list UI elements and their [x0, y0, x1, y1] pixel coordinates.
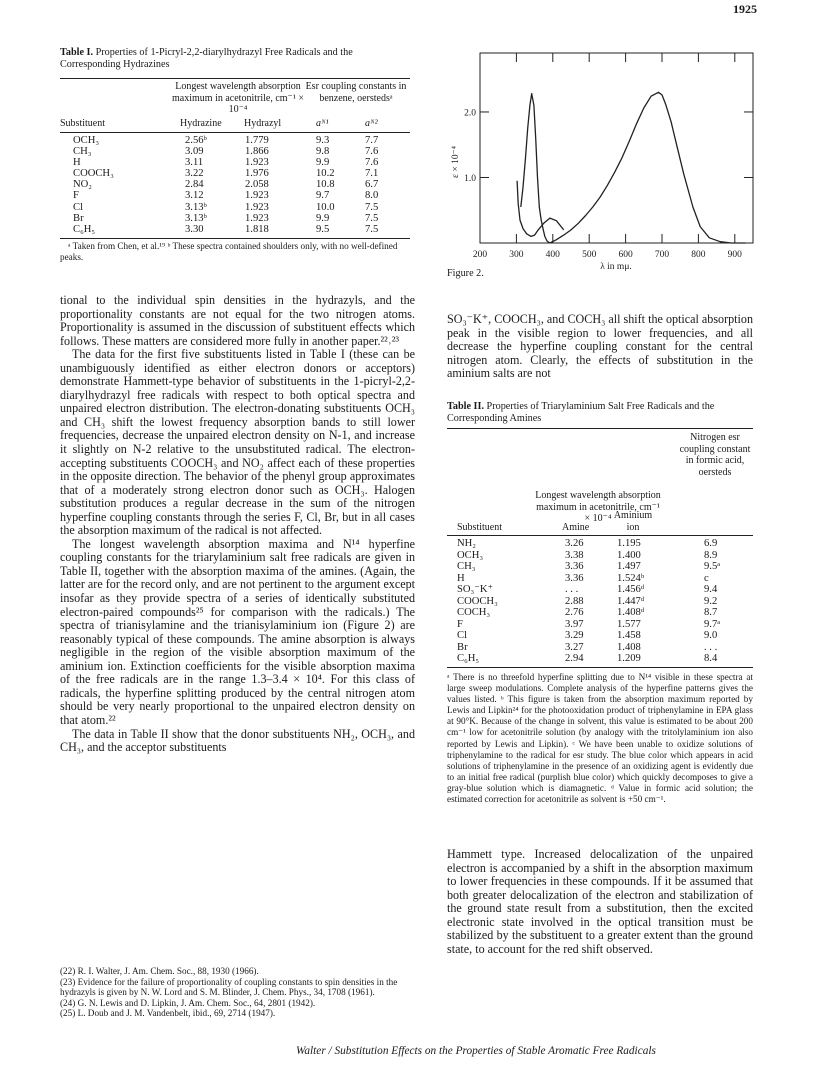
table2-aminium-values: 1.195 1.400 1.497 1.524ᵇ 1.456ᵈ 1.447ᵈ 1.408ᵈ 1.577 1.458 1.408 1.209: [617, 538, 645, 664]
x-tick-label: 500: [582, 250, 597, 260]
figure2-chart: [440, 50, 770, 280]
table1-label: Table I.: [60, 47, 94, 58]
table1-head-absorption: Longest wavelength absorption maximum in acetonitrile, cm⁻¹ × 10⁻⁴: [172, 81, 304, 115]
left-column-text: [60, 294, 415, 755]
running-footer: Walter / Substitution Effects on the Properties of Stable Aromatic Free Radicals: [296, 1045, 656, 1057]
right-paragraph-2: Hammett type. Increased delocalization of the unpaired electron is accompanied by a shift in the absorption maximum to lower frequencies in these compounds. If it be assumed that both greater delocalization of the electron and stabilization of the ground state result from a substitution, then the excited electronic state involved in the optical transition must be stabilized by the substituent to a greater extent than the ground state, to account for the red shift observed.: [447, 847, 753, 956]
x-tick-label: 300: [509, 250, 524, 260]
table2-label: Table II.: [447, 401, 484, 412]
table1-hydrazyl-values: 1.779 1.866 1.923 1.976 2.058 1.923 1.923 1.923 1.818: [245, 135, 269, 235]
right-paragraph-1: SO₃⁻K⁺, COOCH₃, and COCH₃ all shift the optical absorption peak in the visible region to lower frequencies, and all decrease the hyperfine coupling constant for the central nitrogen atom. Clearly, the effects of substitution in the aminium salts are not: [447, 312, 753, 381]
x-tick-label: 200: [472, 250, 488, 260]
reference-23: (23) Evidence for the failure of proportionality of coupling constants to spin densities in the hydrazyls is given by N. W. Lord and S. M. Blinder, J. Chem. Phys., 34, 1708 (1961).: [60, 976, 398, 997]
reference-24: (24) G. N. Lewis and D. Lipkin, J. Am. Chem. Soc., 64, 2801 (1942).: [60, 997, 316, 1008]
table1-col-hydrazine: Hydrazine: [180, 118, 222, 129]
table2-head-nitrogen: Nitrogen esr coupling constant in formic acid, oersteds: [679, 432, 751, 478]
table2-caption: [447, 401, 753, 425]
table2-head-rule: [447, 535, 753, 536]
y-tick-label: 1.0: [464, 173, 476, 184]
spectrum-curve-3: [517, 181, 564, 237]
left-paragraph-4: The data in Table II show that the donor substituents NH₂, OCH₃, and CH₃, and the acceptor substituents: [60, 726, 415, 755]
table1-substituents: OCH₃ CH₃ H COOCH₃ NO₂ F Cl Br C₆H₅: [73, 135, 114, 235]
figure2-caption: Figure 2.: [447, 268, 484, 279]
x-tick-label: 400: [545, 250, 560, 260]
table1-col-an1: aᴺ¹: [316, 118, 329, 129]
table2-col-amine: Amine: [562, 522, 590, 533]
page-number: 1925: [733, 2, 757, 16]
figure2-xlabel: λ in mμ.: [600, 262, 632, 272]
table1-bottom-rule: [60, 238, 410, 239]
table1-head-rule: [60, 132, 410, 133]
x-tick-label: 800: [691, 250, 706, 260]
table1-an1-values: 9.3 9.8 9.9 10.2 10.8 9.7 10.0 9.9 9.5: [316, 135, 335, 235]
table2-top-rule: [447, 428, 753, 429]
table1-an2-values: 7.7 7.6 7.6 7.1 6.7 8.0 7.5 7.5 7.5: [365, 135, 379, 235]
left-paragraph-3: The longest wavelength absorption maxima and N¹⁴ hyperfine coupling constants for the triarylaminium salt free radicals are given in Table II, together with the absorption maxima of the amines. (Again, the latter are for the record only, and are not pertinent to the argument except insofar as they provide spectra of a series of identically substituted electron-paired compounds²⁵ for comparison with the radicals.) The spectra of trianisylamine and the trianisylaminium ion (Figure 2) are reasonably typical of these compounds. The amine absorption is always negligible in the region of the visible absorption maximum of the aminium ion. Extinction coefficients for the visible absorption maxima of the free radicals are in the range 1.3–3.4 × 10⁴. For this class of radicals, the hyperfine splitting produced by the central nitrogen atom should be very nearly proportional to the unpaired electron density on that atom.²²: [60, 536, 415, 727]
table1-head-esr: Esr coupling constants in benzene, oerstedsᵃ: [305, 81, 407, 104]
x-tick-label: 600: [618, 250, 633, 260]
x-tick-label: 900: [727, 250, 742, 260]
reference-22: (22) R. I. Walter, J. Am. Chem. Soc., 88, 1930 (1966).: [60, 966, 259, 976]
references: [60, 966, 415, 1019]
table2-amine-values: 3.26 3.38 3.36 3.36 . . . 2.88 2.76 3.97 3.29 3.27 2.94: [565, 538, 584, 664]
table2-title: Properties of Triarylaminium Salt Free Radicals and the Corresponding Amines: [447, 401, 715, 424]
table1-col-substituent: Substituent: [60, 118, 106, 129]
table2-col-substituent: Substituent: [457, 522, 503, 533]
figure2-frame: [480, 53, 753, 243]
table2-head-absorption: Longest wavelength absorption maximum in acetonitrile, cm⁻¹ × 10⁻⁴: [535, 490, 661, 524]
table1-top-rule: [60, 78, 410, 79]
table2-substituents: NH₂ OCH₃ CH₃ H SO₃⁻K⁺ COOCH₃ COCH₃ F Cl Br C₆H₅: [457, 538, 498, 664]
table1-col-hydrazyl: Hydrazyl: [244, 118, 282, 129]
left-paragraph-1: tional to the individual spin densities in the hydrazyls, and the proportionality constants are not equal for the two nitrogen atoms. Proportionality is assumed in the discussion of substituent effects which follows. These matters are considered more fully in another paper.²²˒²³: [60, 293, 415, 348]
spectrum-curve-2: [550, 92, 746, 243]
y-tick-label: 2.0: [464, 108, 476, 119]
left-paragraph-2: The data for the first five substituents listed in Table I (these can be unambiguously identified as either electron donors or acceptors) demonstrate Hammett-type behavior of substituents in the 1-picryl-2,2-diarylhydrazyl free radicals with respect to both optical spectra and unpaired electron distribution. The electron-donating substituents OCH₃ and CH₃ shift the lowest frequency absorption bands to still lower frequencies, decrease the unpaired electron density on N-1, and increase it slightly on N-2 relative to the unsubstituted radical. The electron-accepting substituents COOCH₃ and NO₂ affect each of these properties in the opposite direction. The behavior of the phenyl group approximates that of a moderately strong electron donor such as OCH₃. Halogen substitution produces a regular decrease in the sum of the nitrogen hyperfine coupling constants through the series F, Cl, Br, but in all cases the absorption maximum of the radical is not affected.: [60, 347, 415, 538]
table2-nitrogen-values: 6.9 8.9 9.5ᵃ c 9.4 9.2 8.7 9.7ᵃ 9.0 . . . 8.4: [704, 538, 721, 664]
table2-col-aminium: Aminium ion: [613, 510, 653, 533]
reference-25: (25) L. Doub and J. M. Vandenbelt, ibid., 69, 2714 (1947).: [60, 1008, 276, 1018]
table1-footnote: ᵃ Taken from Chen, et al.¹⁹ ᵇ These spectra contained shoulders only, with no well-defined peaks.: [60, 241, 398, 262]
spectrum-curve-1: [521, 94, 550, 243]
table1-hydrazine-values: 2.56ᵇ 3.09 3.11 3.22 2.84 3.12 3.13ᵇ 3.13ᵇ 3.30: [185, 135, 207, 235]
table1-caption: [60, 47, 405, 71]
table1-col-an2: aᴺ²: [365, 118, 378, 129]
table1-title: Properties of 1-Picryl-2,2-diarylhydrazyl Free Radicals and the Corresponding Hydrazines: [60, 47, 353, 70]
x-tick-label: 700: [654, 250, 670, 260]
table2-footnote: ᵃ There is no threefold hyperfine splitting due to N¹⁴ visible in these spectra at large sweep modulations. Complete analysis of the hyperfine patterns gives the values listed. ᵇ This figure is taken from the absorption maximum reported by Lewis and Lipkin²⁴ for the photooxidation product of triphenylamine in EPA glass at 90°K. Because of the change in solvent, this value is estimated to be about 200 cm⁻¹ low for acetonitrile solution (by analogy with the tritolylaminium ion also reported by Lewis and Lipkin). ᶜ We have been unable to oxidize solutions of triphenylamine to the radical for esr study. The blue color which appears in acid solutions of triphenylamine in the presence of an oxidizing agent is evidently due to an initial free radical (purplish blue color) which quickly decomposes to give a gray-blue solution which is diamagnetic. ᵈ Value in formic acid solution; the estimated correction for acetonitrile as solvent is +50 cm⁻¹.: [447, 672, 753, 805]
figure2-ylabel: ε × 10⁻⁴: [451, 146, 461, 178]
table2-bottom-rule: [447, 667, 753, 668]
